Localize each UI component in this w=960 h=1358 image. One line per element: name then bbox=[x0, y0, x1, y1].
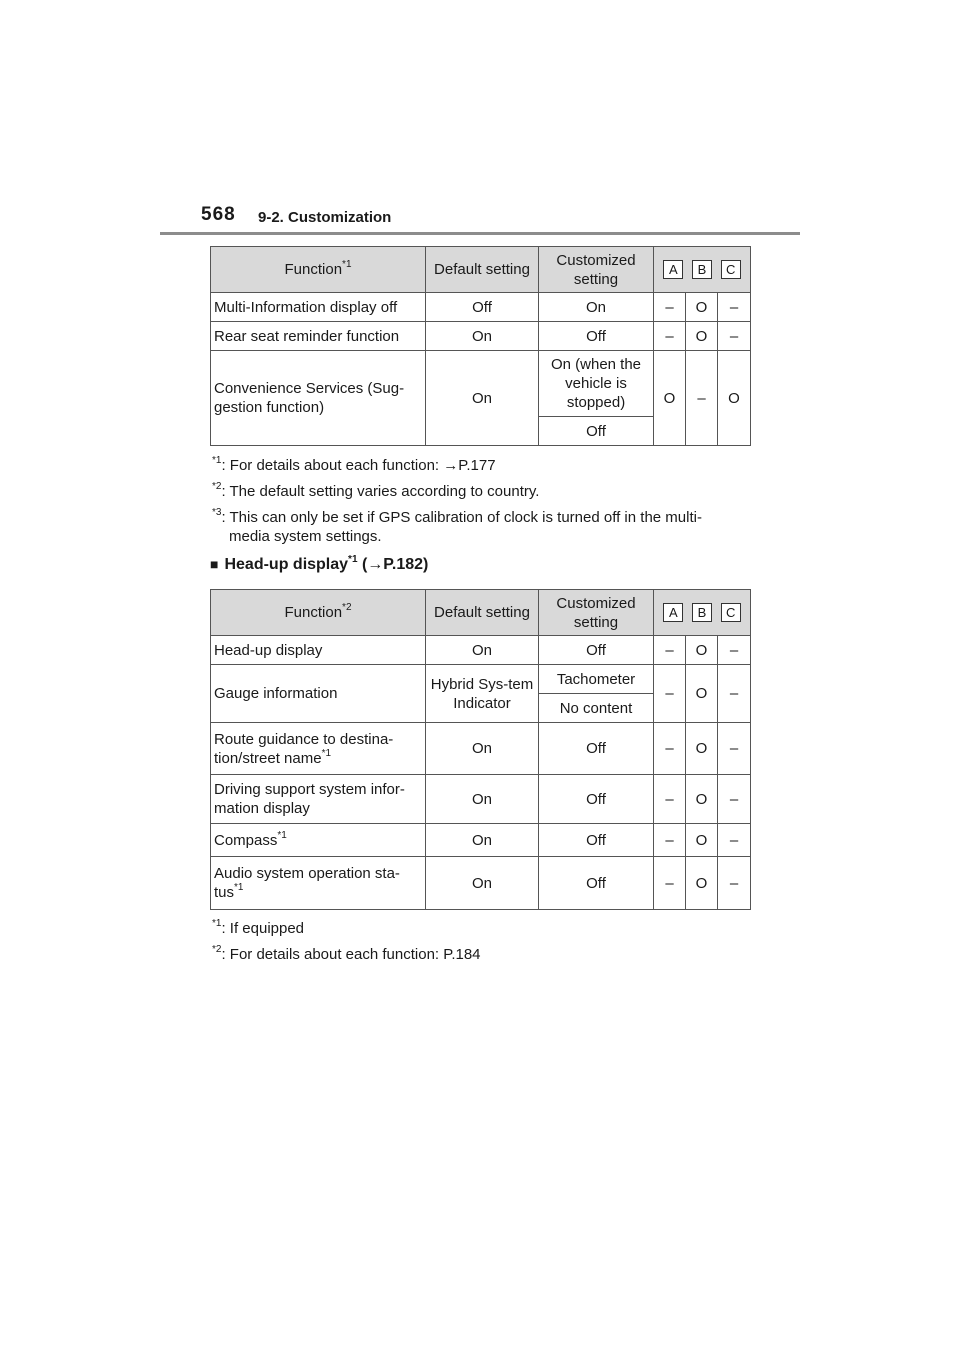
cell-default: On bbox=[426, 322, 539, 351]
footnote: $^{*3}$: This can only be set if GPS calibration of clock is turned off in the multi- media system settings. bbox=[212, 507, 702, 545]
cell-function: Gauge information bbox=[211, 665, 426, 723]
cell-c: – bbox=[718, 857, 751, 910]
cell-custom: On bbox=[539, 293, 654, 322]
cell-b: O bbox=[686, 824, 718, 857]
cell-function: Multi-Information display off bbox=[211, 293, 426, 322]
cell-function: Head-up display bbox=[211, 636, 426, 665]
table-row bbox=[211, 723, 751, 775]
cell-default: On bbox=[426, 824, 539, 857]
cell-b: O bbox=[686, 665, 718, 723]
cell-function: Route guidance to destina-tion/street name$^{*1}$ bbox=[211, 723, 426, 775]
label-c: C bbox=[721, 603, 741, 622]
header-abc bbox=[654, 247, 751, 293]
table-row bbox=[211, 775, 751, 824]
cell-b: – bbox=[686, 351, 718, 446]
cell-default: On bbox=[426, 775, 539, 824]
cell-custom: Off bbox=[539, 824, 654, 857]
cell-b: O bbox=[686, 723, 718, 775]
cell-function: Compass$^{*1}$ bbox=[211, 824, 426, 857]
cell-c: O bbox=[718, 351, 751, 446]
section-title: 9-2. Customization bbox=[258, 209, 392, 226]
cell-b: O bbox=[686, 322, 718, 351]
cell-function: Driving support system infor-mation display bbox=[211, 775, 426, 824]
header-default-setting: Default setting bbox=[426, 590, 539, 636]
table-row bbox=[211, 293, 751, 322]
cell-default: On bbox=[426, 857, 539, 910]
cell-custom: Off bbox=[539, 723, 654, 775]
cell-a: – bbox=[654, 775, 686, 824]
page-number: 568 bbox=[201, 204, 236, 225]
cell-b: O bbox=[686, 857, 718, 910]
table-row bbox=[211, 665, 751, 694]
header-function: Function$^{*2}$ bbox=[211, 590, 426, 636]
label-b: B bbox=[692, 260, 712, 279]
footnote: $^{*2}$: The default setting varies according to country. bbox=[212, 481, 540, 500]
cell-custom: Off bbox=[539, 417, 654, 446]
cell-a: – bbox=[654, 322, 686, 351]
cell-custom: Off bbox=[539, 636, 654, 665]
footnote: $^{*1}$: For details about each function: →P.177 bbox=[212, 455, 496, 474]
cell-c: – bbox=[718, 636, 751, 665]
cell-a: – bbox=[654, 824, 686, 857]
header-customized-setting: Customized setting bbox=[539, 247, 654, 293]
table-row bbox=[211, 322, 751, 351]
cell-function: Convenience Services (Sug-gestion function) bbox=[211, 351, 426, 446]
cell-default: On bbox=[426, 351, 539, 446]
cell-b: O bbox=[686, 293, 718, 322]
customization-table-1 bbox=[210, 246, 751, 446]
table-row bbox=[211, 636, 751, 665]
header-divider bbox=[160, 232, 800, 235]
cell-c: – bbox=[718, 665, 751, 723]
cell-a: O bbox=[654, 351, 686, 446]
cell-custom: Off bbox=[539, 857, 654, 910]
cell-a: – bbox=[654, 857, 686, 910]
label-b: B bbox=[692, 603, 712, 622]
header-customized-setting: Customized setting bbox=[539, 590, 654, 636]
header-abc bbox=[654, 590, 751, 636]
cell-a: – bbox=[654, 665, 686, 723]
cell-a: – bbox=[654, 636, 686, 665]
cell-custom: Off bbox=[539, 775, 654, 824]
cell-function: Audio system operation sta-tus$^{*1}$ bbox=[211, 857, 426, 910]
cell-a: – bbox=[654, 293, 686, 322]
square-bullet-icon: ■ bbox=[210, 556, 219, 572]
cell-custom: Off bbox=[539, 322, 654, 351]
cell-default: Hybrid Sys-tem Indicator bbox=[426, 665, 539, 723]
cell-c: – bbox=[718, 322, 751, 351]
cell-c: – bbox=[718, 775, 751, 824]
table-row bbox=[211, 351, 751, 417]
label-a: A bbox=[663, 603, 683, 622]
cell-a: – bbox=[654, 723, 686, 775]
arrow-icon: → bbox=[367, 556, 384, 573]
customization-table-2 bbox=[210, 589, 751, 910]
cell-b: O bbox=[686, 636, 718, 665]
cell-custom: No content bbox=[539, 694, 654, 723]
arrow-icon: → bbox=[443, 457, 459, 474]
table-row bbox=[211, 824, 751, 857]
cell-default: Off bbox=[426, 293, 539, 322]
cell-c: – bbox=[718, 723, 751, 775]
footnote: $^{*1}$: If equipped bbox=[212, 918, 305, 937]
header-default-setting: Default setting bbox=[426, 247, 539, 293]
cell-default: On bbox=[426, 636, 539, 665]
label-c: C bbox=[721, 260, 741, 279]
cell-c: – bbox=[718, 293, 751, 322]
cell-function: Rear seat reminder function bbox=[211, 322, 426, 351]
table-row bbox=[211, 857, 751, 910]
cell-b: O bbox=[686, 775, 718, 824]
label-a: A bbox=[663, 260, 683, 279]
cell-c: – bbox=[718, 824, 751, 857]
cell-custom: Tachometer bbox=[539, 665, 654, 694]
subheading-head-up-display: ■ Head-up display$^{*1}$ (→P.182) bbox=[210, 553, 429, 573]
footnote: $^{*2}$: For details about each function: P.184 bbox=[212, 944, 481, 963]
cell-custom: On (when the vehicle is stopped) bbox=[539, 351, 654, 417]
header-function: Function$^{*1}$ bbox=[211, 247, 426, 293]
cell-default: On bbox=[426, 723, 539, 775]
